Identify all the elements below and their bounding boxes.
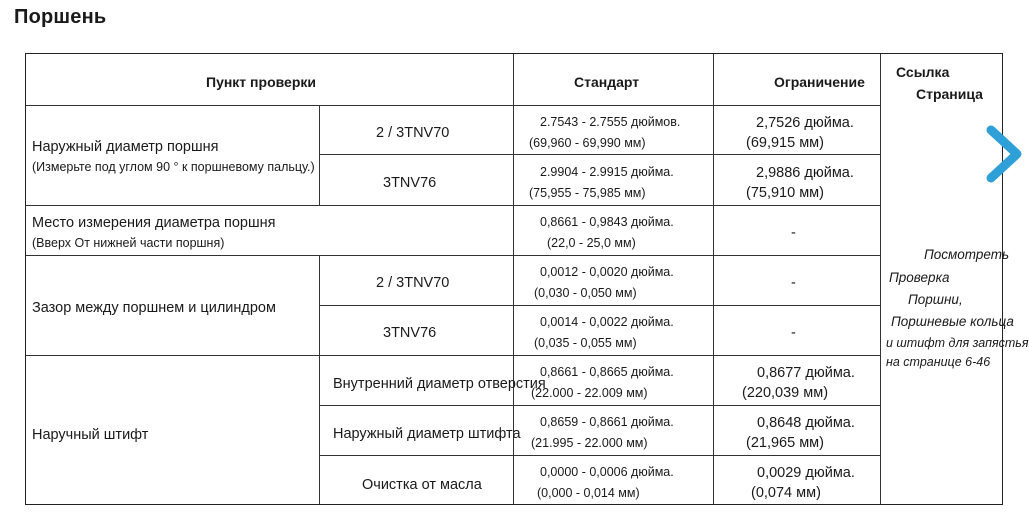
loc-std-b: (22,0 - 25,0 мм) [547, 236, 636, 250]
loc-std-a: 0,8661 - 0,9843 дюйма. [540, 215, 674, 229]
pin-sub-3: Очистка от масла [362, 477, 482, 493]
pin-lim-2a: 0,8648 дюйма. [757, 415, 855, 431]
pin-label: Наручный штифт [32, 427, 149, 443]
pin-sub-1: Внутренний диаметр отверстия [333, 376, 546, 392]
od-lim-1b: (69,915 мм) [746, 135, 824, 151]
clr-std-1b: (0,030 - 0,050 мм) [534, 286, 637, 300]
od-model-1: 2 / 3TNV70 [376, 125, 450, 141]
pin-lim-2b: (21,965 мм) [746, 435, 824, 451]
chevron-right-icon[interactable] [985, 126, 1025, 186]
ref-line-5: и штифт для запястья [886, 336, 1029, 350]
clr-std-1a: 0,0012 - 0,0020 дюйма. [540, 265, 674, 279]
header-limit: Ограничение [774, 74, 865, 90]
pin-sub-2: Наружный диаметр штифта [333, 426, 521, 442]
rule-pin-1 [319, 405, 880, 406]
loc-note: (Вверх От нижней части поршня) [32, 236, 225, 250]
rule-od-mid [319, 154, 880, 155]
header-ref-1: Ссылка [896, 64, 950, 80]
od-std-2b: (75,955 - 75,985 мм) [529, 186, 646, 200]
pin-std-2b: (21.995 - 22.000 мм) [531, 436, 648, 450]
header-item: Пункт проверки [206, 74, 316, 90]
rule-pin-2 [319, 455, 880, 456]
rule-clr-mid [319, 305, 880, 306]
clr-std-2b: (0,035 - 0,055 мм) [534, 336, 637, 350]
pin-lim-1a: 0,8677 дюйма. [757, 365, 855, 381]
od-model-2: 3TNV76 [383, 175, 437, 191]
clr-lim-1: - [791, 275, 796, 291]
pin-std-1a: 0,8661 - 0,8665 дюйма. [540, 365, 674, 379]
pin-std-1b: (22.000 - 22.009 мм) [531, 386, 648, 400]
rule-clr-end [26, 355, 880, 356]
ref-line-4: Поршневые кольца [891, 314, 1014, 329]
od-lim-2b: (75,910 мм) [746, 185, 824, 201]
pin-lim-3b: (0,074 мм) [751, 485, 821, 501]
rule-loc-end [26, 255, 880, 256]
clr-label: Зазор между поршнем и цилиндром [32, 300, 276, 316]
inspection-table [25, 53, 1029, 505]
od-lim-2a: 2,9886 дюйма. [756, 165, 854, 181]
od-label: Наружный диаметр поршня [32, 139, 219, 155]
pin-std-3b: (0,000 - 0,014 мм) [537, 486, 640, 500]
rule-od-end [26, 205, 880, 206]
pin-lim-1b: (220,039 мм) [742, 385, 829, 401]
col-limit-left [713, 54, 714, 504]
pin-std-3a: 0,0000 - 0,0006 дюйма. [540, 465, 674, 479]
pin-std-2a: 0,8659 - 0,8661 дюйма. [540, 415, 674, 429]
od-std-1a: 2.7543 - 2.7555 дюймов. [540, 115, 681, 129]
header-ref-2: Страница [916, 86, 983, 102]
od-note: (Измерьте под углом 90 ° к поршневому пальцу.) [32, 160, 315, 174]
ref-line-6: на странице 6-46 [886, 355, 991, 369]
clr-model-1: 2 / 3TNV70 [376, 275, 450, 291]
pin-lim-3a: 0,0029 дюйма. [757, 465, 855, 481]
od-std-1b: (69,960 - 69,990 мм) [529, 136, 646, 150]
page-title: Поршень [14, 6, 107, 28]
loc-label: Место измерения диаметра поршня [32, 215, 276, 231]
reference-link[interactable] [881, 106, 1029, 504]
col-sub-left-2 [319, 255, 320, 504]
od-lim-1a: 2,7526 дюйма. [756, 115, 854, 131]
clr-std-2a: 0,0014 - 0,0022 дюйма. [540, 315, 674, 329]
ref-line-3: Поршни, [908, 292, 963, 307]
rule-header [26, 105, 880, 106]
od-std-2a: 2.9904 - 2.9915 дюйма. [540, 165, 674, 179]
clr-model-2: 3TNV76 [383, 325, 437, 341]
clr-lim-2: - [791, 325, 796, 341]
col-sub-left [319, 105, 320, 205]
header-standard: Стандарт [574, 74, 640, 90]
ref-line-2: Проверка [889, 270, 950, 285]
ref-line-1: Посмотреть [924, 247, 1010, 262]
loc-lim: - [791, 225, 796, 241]
